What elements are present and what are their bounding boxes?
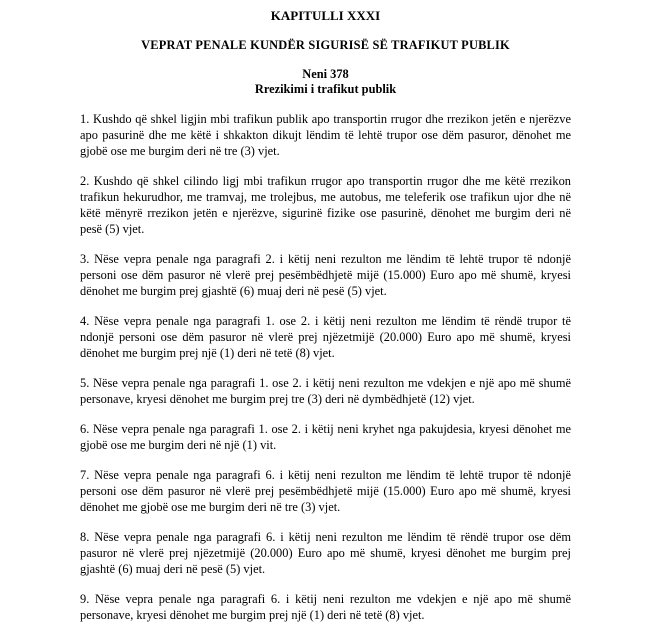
paragraph-8: 8. Nëse vepra penale nga paragrafi 6. i këtij neni rezulton me lëndim të rëndë trupor ose dëm pasuror në vlerë prej njëzetmijë (20.000) Euro apo më shumë, kryesi dënohet me burgim prej gjashtë (6) muaj deri në pesë (5) vjet. [80,530,571,576]
chapter-heading: KAPITULLI XXXI [270,8,381,23]
paragraph-6: 6. Nëse vepra penale nga paragrafi 1. ose 2. i këtij neni kryhet nga pakujdesia, kryesi dënohet me gjobë ose me burgim deri në një (1) vit. [80,422,571,452]
paragraph-9: 9. Nëse vepra penale nga paragrafi 6. i këtij neni rezulton me vdekjen e një apo më shumë personave, kryesi dënohet me burgim prej një (1) deri në tetë (8) vjet. [80,592,571,622]
chapter-title: VEPRAT PENALE KUNDËR SIGURISË SË TRAFIKUT PUBLIK [141,38,510,52]
article-title: Rrezikimi i trafikut publik [254,82,397,96]
paragraph-2: 2. Kushdo që shkel cilindo ligj mbi trafikun rrugor apo transportin rrugor dhe me këtë rrezikon trafikun hekurudhor, me tramvaj, me trolejbus, me autobus, me teleferik ose trafikun ujor dhe në këtë mënyrë rrezikon jetën e njerëzve, sigurinë fizike ose pasurinë, dënohet me burgim deri në pesë (5) vjet. [80,174,571,236]
paragraph-4: 4. Nëse vepra penale nga paragrafi 1. ose 2. i këtij neni rezulton me lëndim të rëndë trupor të ndonjë personi ose dëm pasuror në vlerë prej njëzetmijë (20.000) Euro apo më shumë, kryesi dënohet me burgim prej një (1) deri në tetë (8) vjet. [80,314,571,360]
paragraph-5: 5. Nëse vepra penale nga paragrafi 1. ose 2. i këtij neni rezulton me vdekjen e një apo më shumë personave, kryesi dënohet me burgim prej tre (3) deri në dymbëdhjetë (12) vjet. [80,376,571,406]
paragraph-1: 1. Kushdo që shkel ligjin mbi trafikun publik apo transportin rrugor dhe rrezikon jetën e njerëzve apo pasurinë dhe me këtë i shkakton dikujt lëndim të lehtë trupor ose dëm pasuror, dënohet me gjobë ose me burgim deri në tre (3) vjet. [80,112,571,158]
paragraph-3: 3. Nëse vepra penale nga paragrafi 2. i këtij neni rezulton me lëndim të lehtë trupor të ndonjë personi ose dëm pasuror në vlerë prej pesëmbëdhjetë mijë (15.000) Euro apo më shumë, kryesi dënohet me burgim prej gjashtë (6) muaj deri në pesë (5) vjet. [80,252,571,298]
article-number: Neni 378 [302,67,349,81]
paragraph-7: 7. Nëse vepra penale nga paragrafi 6. i këtij neni rezulton me lëndim të lehtë trupor të ndonjë personi ose dëm pasuror në vlerë prej pesëmbëdhjetë mijë (15.000) Euro apo më shumë, kryesi dënohet me gjobë ose me burgim deri në tre (3) vjet. [80,468,571,514]
